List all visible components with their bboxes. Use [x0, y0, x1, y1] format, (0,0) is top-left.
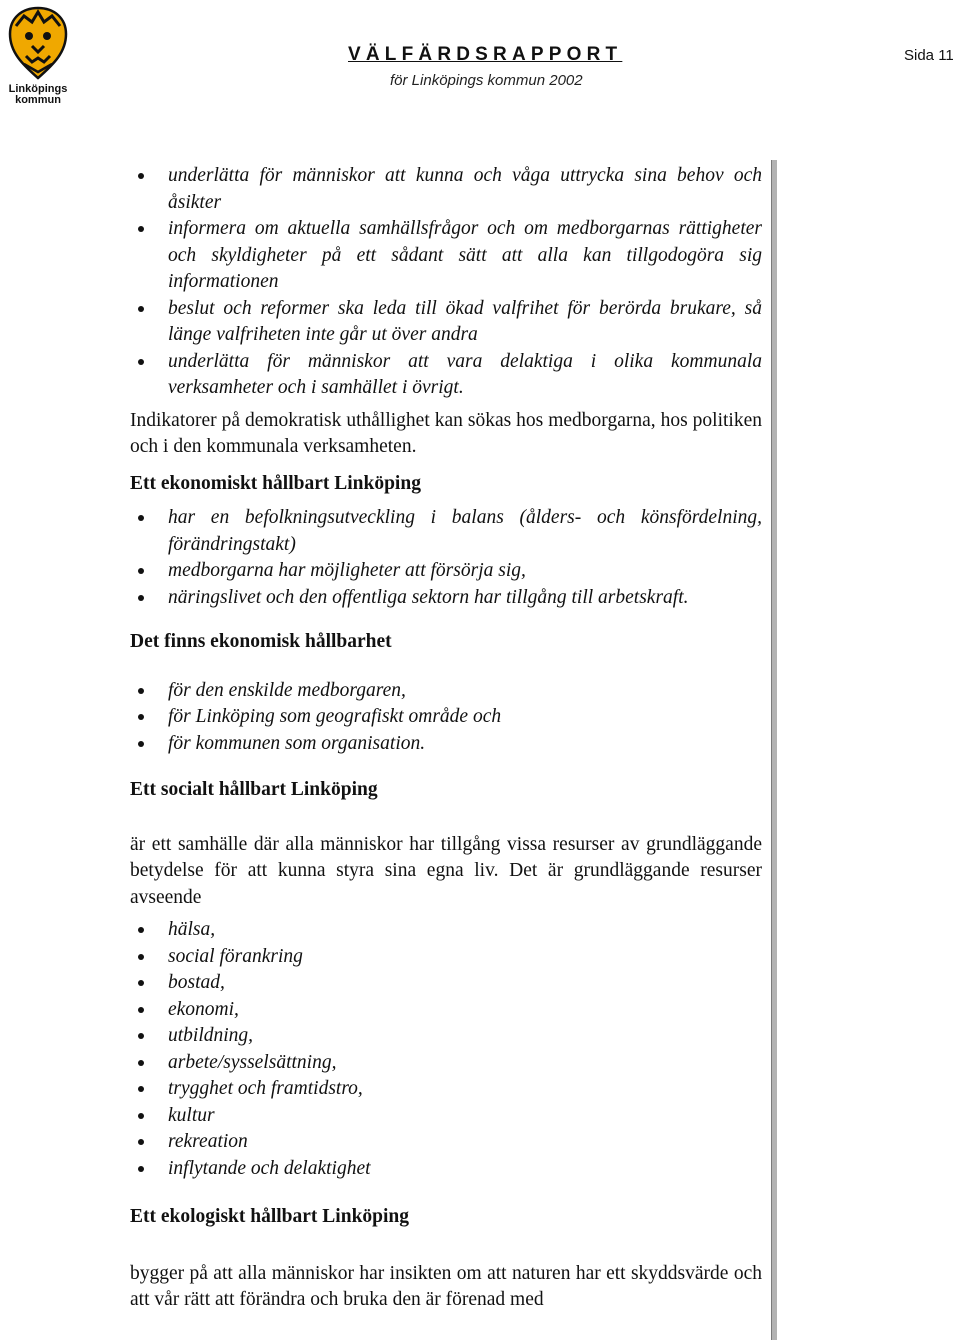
list-item: inflytande och delaktighet [130, 1156, 762, 1183]
list-item: social förankring [130, 944, 762, 971]
report-subtitle: för Linköpings kommun 2002 [390, 72, 583, 89]
list-item: kultur [130, 1103, 762, 1130]
list-item: underlätta för människor att vara delaktiga i olika kommunala verksamheter och i samhället i övrigt. [130, 349, 762, 402]
document-body [130, 163, 762, 1314]
section-heading: Det finns ekonomisk hållbarhet [130, 631, 392, 652]
section-heading: Ett socialt hållbart Linköping [130, 779, 378, 800]
list-item: medborgarna har möjligheter att försörja sig, [130, 558, 762, 585]
report-title: VÄLFÄRDSRAPPORT [348, 44, 623, 65]
list-item: beslut och reformer ska leda till ökad valfrihet för berörda brukare, så länge valfriheten inte går ut över andra [130, 296, 762, 349]
economic-sustainability-list [130, 678, 762, 758]
list-item: utbildning, [130, 1023, 762, 1050]
list-item: arbete/sysselsättning, [130, 1050, 762, 1077]
list-item: informera om aktuella samhällsfrågor och om medborgarnas rättigheter och skyldigheter på ett sådant sätt att alla kan tillgodogöra sig informationen [130, 216, 762, 296]
list-item: underlätta för människor att kunna och våga uttrycka sina behov och åsikter [130, 163, 762, 216]
democracy-list [130, 163, 762, 402]
list-item: hälsa, [130, 917, 762, 944]
list-item: bostad, [130, 970, 762, 997]
paragraph: bygger på att alla människor har insikten om att naturen har ett skyddsvärde och att vår rätt att förändra och bruka den är förenad med [130, 1262, 762, 1310]
social-resources-list [130, 917, 762, 1182]
lion-logo-icon [2, 4, 74, 84]
section-heading: Ett ekonomiskt hållbart Linköping [130, 472, 421, 494]
paragraph: är ett samhälle där alla människor har tillgång vissa resurser av grundläggande betydelse för att kunna styra sina egna liv. Det är grundläggande resurser avseende [130, 833, 762, 908]
economic-list [130, 505, 762, 611]
section-heading: Ett ekologiskt hållbart Linköping [130, 1206, 410, 1227]
logo-text: Linköpings kommun [8, 83, 68, 106]
list-item: för kommunen som organisation. [130, 731, 762, 758]
page-number: Sida 11 [904, 47, 954, 64]
list-item: har en befolkningsutveckling i balans (ålders- och könsfördelning, förändringstakt) [130, 505, 762, 558]
paragraph: Indikatorer på demokratisk uthållighet kan sökas hos medborgarna, hos politiken och i den kommunala verksamheten. [130, 409, 762, 457]
list-item: näringslivet och den offentliga sektorn har tillgång till arbetskraft. [130, 585, 762, 612]
list-item: för Linköping som geografiskt område och [130, 704, 762, 731]
list-item: rekreation [130, 1129, 762, 1156]
list-item: trygghet och framtidstro, [130, 1076, 762, 1103]
municipality-logo [2, 4, 74, 104]
margin-rule [771, 160, 777, 1340]
page-header [0, 0, 960, 110]
list-item: ekonomi, [130, 997, 762, 1024]
list-item: för den enskilde medborgaren, [130, 678, 762, 705]
